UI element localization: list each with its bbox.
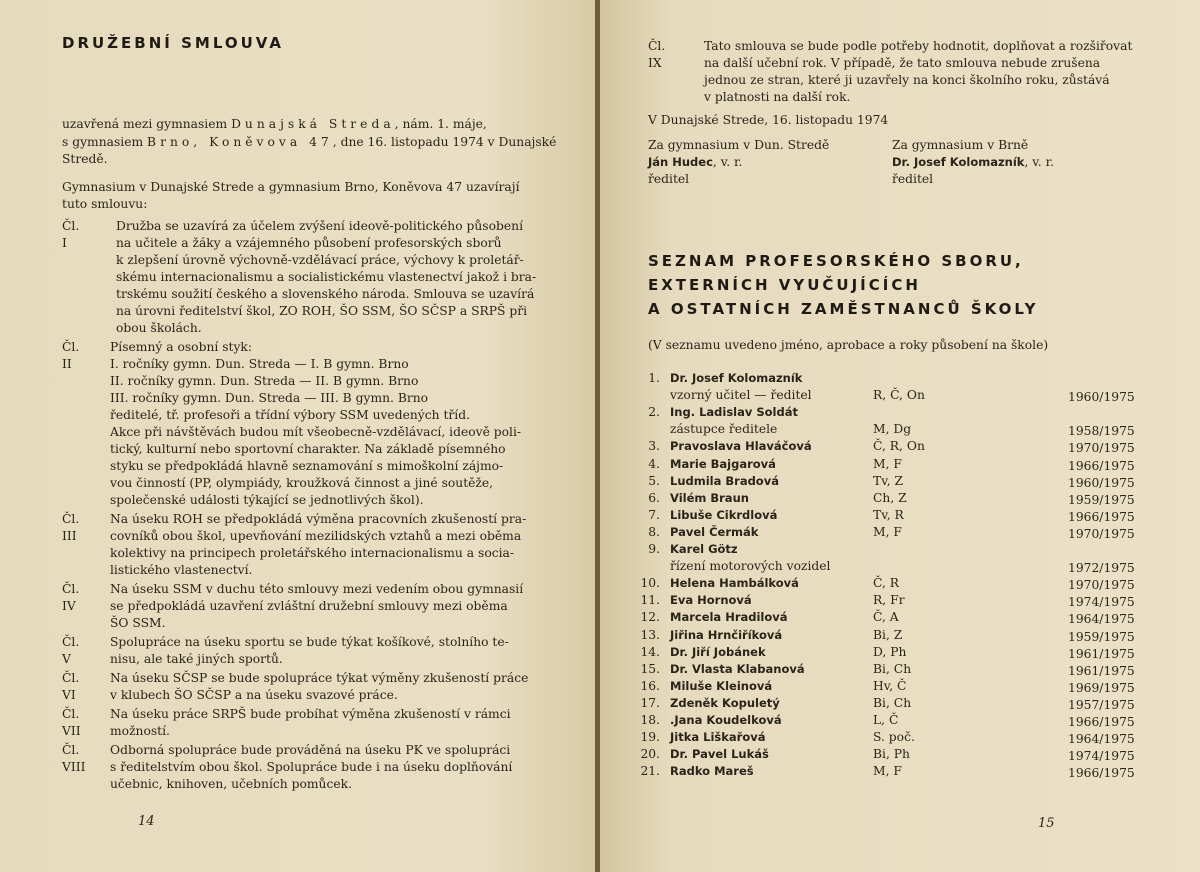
article-line: Družba se uzavírá za účelem zvýšení ideově-politického působení (116, 219, 524, 233)
intro-text: , dne 16. listopadu 1974 v Dunajské (332, 135, 557, 149)
article-label: Čl. IX (648, 39, 666, 70)
article-line: se předpokládá uzavření zvláštní družební smlouvy mezi oběma (110, 599, 508, 613)
staff-number: 16. (640, 678, 660, 693)
staff-role: řízení motorových vozidel (670, 559, 831, 574)
staff-name: Dr. Jiří Jobánek (670, 644, 766, 659)
staff-list (630, 371, 1190, 791)
staff-approbation: Hv, Č (873, 678, 907, 693)
signature-name: Dr. Josef Kolomazník (892, 155, 1025, 169)
staff-years: 1961/1975 (1068, 663, 1135, 678)
staff-number: 9. (648, 542, 660, 556)
staff-name: Jiřina Hrnčiříková (670, 627, 783, 642)
section-title-line-1: SEZNAM PROFESORSKÉHO SBORU, (648, 252, 1024, 270)
staff-number: 10. (640, 576, 660, 591)
signature-name-line (648, 154, 829, 171)
staff-name: Vilém Braun (670, 490, 749, 505)
staff-number: 11. (640, 593, 660, 608)
staff-years: 1966/1975 (1068, 766, 1135, 781)
preamble-line-2: tuto smlouvu: (62, 197, 148, 211)
article-line: na úrovni ředitelství škol, ZO ROH, ŠO SSM, ŠO SČSP a SRPŠ při (116, 304, 528, 318)
article-body (110, 634, 509, 668)
signature-name-line (892, 154, 1054, 171)
staff-approbation: S. poč. (873, 730, 915, 745)
preamble-line-1: Gymnasium v Dunajské Strede a gymnasium Brno, Koněvova 47 uzavírají (62, 180, 520, 194)
staff-years: 1969/1975 (1068, 680, 1135, 695)
staff-approbation: M, F (873, 456, 902, 471)
page-number-left: 14 (138, 814, 155, 829)
article-line: Na úseku práce SRPŠ bude probíhat výměna zkušeností v rámci (110, 707, 511, 721)
article-line: učebnic, knihoven, učebních pomůcek. (110, 777, 353, 791)
article-line: na další učební rok. V případě, že tato smlouva nebude zrušena (704, 56, 1101, 70)
staff-name: Helena Hambálková (670, 576, 799, 591)
staff-approbation: R, Č, On (873, 388, 925, 403)
staff-years: 1970/1975 (1068, 578, 1135, 593)
staff-years: 1970/1975 (1068, 526, 1135, 541)
staff-name: Pavel Čermák (670, 524, 759, 539)
staff-name: Marcela Hradilová (670, 610, 788, 625)
staff-name: Dr. Vlasta Klabanová (670, 661, 805, 676)
page-title: DRUŽEBNÍ SMLOUVA (62, 34, 284, 52)
staff-name: Pravoslava Hlaváčová (670, 439, 812, 454)
signature-brno (892, 137, 1054, 188)
article-line: Na úseku SSM v duchu této smlouvy mezi vedením obou gymnasií (110, 582, 524, 596)
intro-line-3: Stredě. (62, 152, 108, 166)
article-line: možností. (110, 724, 170, 738)
article-label: Čl. VIII (62, 743, 86, 774)
intro-line-1 (62, 116, 487, 133)
article-body (110, 742, 512, 793)
signature-suffix: , v. r. (1024, 155, 1055, 169)
staff-years: 1970/1975 (1068, 441, 1135, 456)
staff-years: 1959/1975 (1068, 492, 1135, 507)
staff-years: 1966/1975 (1068, 509, 1135, 524)
article-label: Čl. II (62, 340, 80, 371)
staff-years: 1958/1975 (1068, 424, 1135, 439)
article-line: Odborná spolupráce bude prováděná na úseku PK ve spolupráci (110, 743, 511, 757)
intro-text: , nám. 1. máje, (394, 117, 487, 131)
staff-name: Zdeněk Kopuletý (670, 695, 780, 710)
staff-number: 12. (640, 610, 660, 625)
signature-role: ředitel (648, 172, 690, 186)
section-note: (V seznamu uvedeno jméno, aprobace a roky působení na škole) (648, 338, 1049, 352)
article-line: k zlepšení úrovně výchovně-vzdělávací práce, výchovy k proletář- (116, 253, 524, 267)
article-line: skému internacionalismu a socialistickému vlastenectví jakož i bra- (116, 270, 537, 284)
staff-number: 20. (640, 747, 660, 762)
staff-approbation: Bi, Z (873, 627, 903, 642)
left-page (0, 0, 597, 872)
article-line: společenské události týkající se jednotlivých škol). (110, 493, 424, 507)
staff-number: 2. (648, 405, 660, 420)
staff-years: 1964/1975 (1068, 612, 1135, 627)
section-title-line-3: A OSTATNÍCH ZAMĚSTNANCŮ ŠKOLY (648, 300, 1039, 318)
staff-number: 13. (640, 627, 660, 642)
staff-number: 6. (648, 490, 660, 505)
staff-name: Ing. Ladislav Soldát (670, 405, 798, 420)
article-body (704, 38, 1132, 106)
staff-approbation: D, Ph (873, 644, 907, 659)
staff-years: 1966/1975 (1068, 458, 1135, 473)
staff-years: 1964/1975 (1068, 732, 1135, 747)
article-line: nisu, ale také jiných sportů. (110, 652, 283, 666)
place-date: V Dunajské Strede, 16. listopadu 1974 (648, 113, 889, 127)
section-title-line-2: EXTERNÍCH VYUČUJÍCÍCH (648, 276, 921, 294)
article-body (110, 581, 523, 632)
article-line: III. ročníky gymn. Dun. Streda — III. B gymn. Brno (110, 391, 429, 405)
article-label: Čl. V (62, 635, 80, 666)
article-line: styku se předpokládá hlavně seznamování s mimoškolní zájmo- (110, 459, 504, 473)
staff-number: 17. (640, 695, 660, 710)
staff-number: 5. (648, 473, 660, 488)
article-line: ŠO SSM. (110, 616, 166, 630)
staff-number: 14. (640, 644, 660, 659)
article-line: vou činností (PP, olympiády, kroužková činnost a jiné soutěže, (110, 476, 494, 490)
article-line: Na úseku ROH se předpokládá výměna pracovních zkušeností pra- (110, 512, 527, 526)
staff-role: zástupce ředitele (670, 422, 778, 437)
intro-text: s gymnasiem (62, 135, 148, 149)
article-line: tický, kulturní nebo sportovní charakter. Na základě písemného (110, 442, 506, 456)
article-label: Čl. VI (62, 671, 80, 702)
staff-approbation: L, Č (873, 713, 899, 727)
staff-number: 19. (640, 730, 660, 745)
page-number-right: 15 (1038, 816, 1055, 831)
article-line: Písemný a osobní styk: (110, 340, 253, 354)
staff-number: 21. (640, 764, 660, 779)
article-line: obou školách. (116, 321, 202, 335)
article-line: na učitele a žáky a vzájemného působení profesorských sborů (116, 236, 502, 250)
intro-text: uzavřená mezi gymnasiem (62, 117, 232, 131)
staff-approbation: Tv, Z (873, 473, 904, 488)
staff-name: Marie Bajgarová (670, 456, 776, 471)
article-line: v platnosti na další rok. (704, 90, 851, 104)
staff-name: Miluše Kleinová (670, 678, 773, 693)
staff-approbation: Č, R (873, 576, 900, 591)
article-line: Akce při návštěvách budou mít všeobecně-vzdělávací, ideově poli- (110, 425, 522, 439)
staff-approbation: Ch, Z (873, 490, 907, 505)
staff-approbation: M, F (873, 764, 902, 779)
article-label: Čl. III (62, 512, 80, 543)
staff-years: 1960/1975 (1068, 390, 1135, 405)
article-line: s ředitelstvím obou škol. Spolupráce bude i na úseku doplňování (110, 760, 513, 774)
staff-name: Eva Hornová (670, 593, 752, 608)
intro-school-2: Brno, Koněvova 47 (147, 135, 333, 149)
article-line: v klubech ŠO SČSP a na úseku svazové práce. (110, 688, 398, 702)
staff-number: 8. (648, 524, 660, 539)
staff-name: Radko Mareš (670, 764, 754, 779)
staff-number: 18. (640, 713, 660, 727)
staff-approbation: M, F (873, 524, 902, 539)
article-body (110, 706, 511, 740)
staff-approbation: M, Dg (873, 422, 912, 437)
right-page (600, 0, 1200, 872)
article-label: Čl. I (62, 219, 80, 250)
intro-line-2 (62, 134, 556, 151)
article-line: Tato smlouva se bude podle potřeby hodnotit, doplňovat a rozšiřovat (704, 39, 1133, 53)
article-body (110, 670, 528, 704)
staff-years: 1966/1975 (1068, 715, 1135, 729)
staff-number: 3. (648, 439, 660, 454)
article-line: jednou ze stran, které ji uzavřely na konci školního roku, zůstává (704, 73, 1110, 87)
staff-name: Dr. Josef Kolomazník (670, 371, 803, 385)
signature-name: Ján Hudec (648, 155, 713, 169)
signature-role: ředitel (892, 172, 934, 186)
article-line: Na úseku SČSP se bude spolupráce týkat výměny zkušeností práce (110, 671, 529, 685)
article-body (110, 339, 521, 509)
article-line: covníků obou škol, upevňování mezilidských vztahů a mezi oběma (110, 529, 522, 543)
signature-for: Za gymnasium v Brně (892, 138, 1029, 152)
staff-approbation: R, Fr (873, 593, 905, 608)
article-label: Čl. VII (62, 707, 81, 738)
article-line: trskému soužití českého a slovenského národa. Smlouva se uzavírá (116, 287, 535, 301)
staff-name: Ludmila Bradová (670, 473, 779, 488)
signature-for: Za gymnasium v Dun. Stredě (648, 138, 830, 152)
staff-years: 1974/1975 (1068, 595, 1135, 610)
intro-school-1: Dunajská Streda (231, 117, 395, 131)
staff-approbation: Bi, Ch (873, 695, 912, 710)
article-line: ředitelé, tř. profesoři a třídní výbory SSM uvedených tříd. (110, 408, 470, 422)
staff-number: 4. (648, 456, 660, 471)
staff-name: Karel Götz (670, 542, 738, 556)
staff-number: 15. (640, 661, 660, 676)
staff-approbation: Č, R, On (873, 439, 925, 454)
staff-years: 1961/1975 (1068, 646, 1135, 661)
article-line: II. ročníky gymn. Dun. Streda — II. B gymn. Brno (110, 374, 419, 388)
article-body (110, 511, 526, 579)
signature-dunajska-streda (648, 137, 829, 188)
article-line: kolektivy na principech proletářského internacionalismu a socia- (110, 546, 515, 560)
article-line: listického vlastenectví. (110, 563, 253, 577)
staff-years: 1957/1975 (1068, 697, 1135, 712)
staff-number: 1. (648, 371, 660, 385)
staff-name: Libuše Cikrdlová (670, 507, 778, 522)
article-label: Čl. IV (62, 582, 80, 613)
staff-approbation: Bi, Ph (873, 747, 910, 762)
article-line: I. ročníky gymn. Dun. Streda — I. B gymn. Brno (110, 357, 409, 371)
article-line: Spolupráce na úseku sportu se bude týkat košíkové, stolního te- (110, 635, 509, 649)
staff-approbation: Bi, Ch (873, 661, 912, 676)
staff-name: .Jana Koudelková (670, 713, 782, 727)
staff-approbation: Tv, R (873, 507, 904, 522)
signature-suffix: , v. r. (712, 155, 743, 169)
staff-name: Jitka Liškařová (670, 730, 766, 745)
staff-years: 1974/1975 (1068, 749, 1135, 764)
staff-number: 7. (648, 507, 660, 522)
staff-role: vzorný učitel — ředitel (670, 388, 812, 403)
staff-years: 1959/1975 (1068, 629, 1135, 644)
article-body (116, 218, 536, 337)
staff-approbation: Č, A (873, 610, 899, 625)
staff-years: 1972/1975 (1068, 561, 1135, 576)
staff-name: Dr. Pavel Lukáš (670, 747, 769, 762)
staff-years: 1960/1975 (1068, 475, 1135, 490)
